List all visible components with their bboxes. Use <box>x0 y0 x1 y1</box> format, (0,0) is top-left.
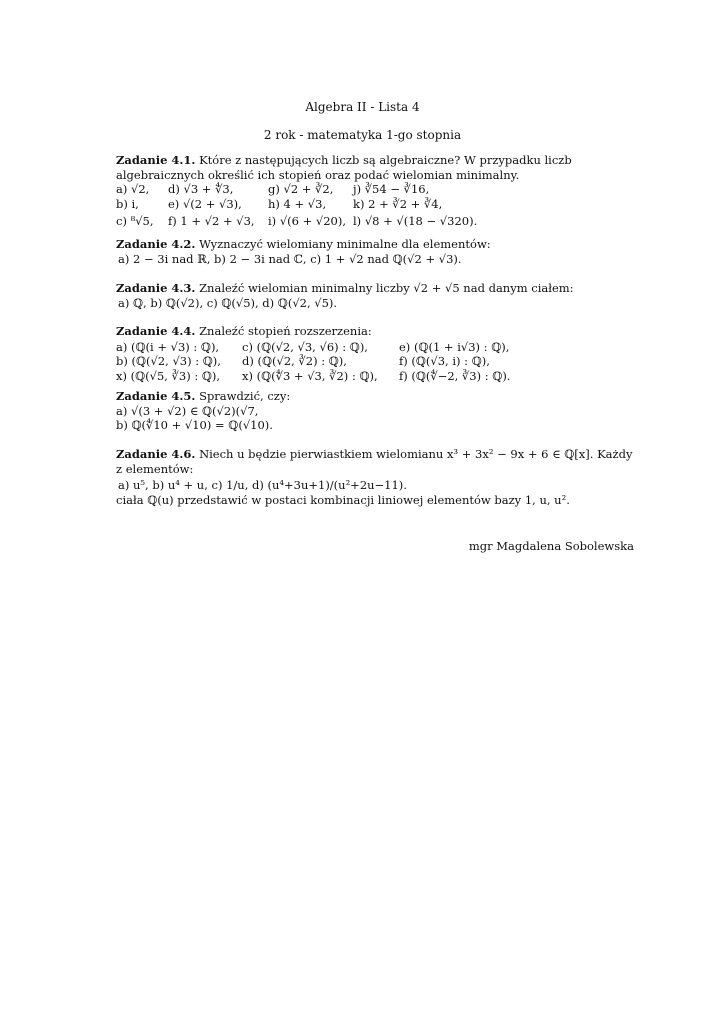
task-4-6 <box>116 447 636 507</box>
item: a) (ℚ(i + √3) : ℚ), <box>116 339 220 354</box>
task-4-1-row-3 <box>116 214 636 229</box>
task-4-2-items: a) 2 − 3i nad ℝ, b) 2 − 3i nad ℂ, c) 1 + √2 nad ℚ(√2 + √3). <box>118 251 462 266</box>
task-4-2 <box>116 237 636 266</box>
task-4-1-intro <box>116 153 636 182</box>
item: x) (ℚ(∜3 + √3, ∛2) : ℚ), <box>242 368 378 383</box>
task-text: Które z następujących liczb są algebraiczne? W przypadku liczb algebraicznych określić ich stopień oraz podać wielomian minimalny. <box>116 153 572 182</box>
item: h) 4 + √3, <box>268 196 327 211</box>
document-subtitle: 2 rok - matematyka 1-go stopnia <box>263 128 462 142</box>
task-heading: Zadanie 4.2. <box>116 237 196 251</box>
item: b) i, <box>116 196 139 211</box>
item: x) (ℚ(√5, ∛3) : ℚ), <box>116 368 221 383</box>
task-text: Niech u będzie pierwiastkiem wielomianu x³ + 3x² − 9x + 6 ∈ ℚ[x]. Każdy z elementów: <box>116 447 633 476</box>
task-text: Znaleźć wielomian minimalny liczby √2 + √5 nad danym ciałem: <box>199 281 574 295</box>
task-4-1 <box>116 153 636 229</box>
item: b) (ℚ(√2, √3) : ℚ), <box>116 354 221 368</box>
item: f) (ℚ(√3, i) : ℚ), <box>399 354 490 368</box>
item: l) √8 + √(18 − √320). <box>353 214 478 228</box>
item: i) √(6 + √20), <box>268 214 347 228</box>
item: f) (ℚ(∜−2, ∛3) : ℚ). <box>399 368 511 383</box>
task-4-5-line-a: a) √(3 + √2) ∈ ℚ(√2)(√7, <box>116 403 259 418</box>
task-text: Wyznaczyć wielomiany minimalne dla elementów: <box>199 237 491 251</box>
task-4-1-row-1 <box>116 182 636 197</box>
task-heading: Zadanie 4.1. <box>116 153 196 167</box>
item: k) 2 + ∛2 + ∛4, <box>353 196 443 211</box>
task-heading: Zadanie 4.4. <box>116 324 196 338</box>
item: d) (ℚ(√2, ∛2) : ℚ), <box>242 354 347 368</box>
task-4-4 <box>116 324 636 383</box>
task-4-3-items: a) ℚ, b) ℚ(√2), c) ℚ(√5), d) ℚ(√2, √5). <box>118 295 338 310</box>
item: e) (ℚ(1 + i√3) : ℚ), <box>399 339 510 354</box>
task-4-4-row-1 <box>116 340 636 355</box>
task-4-6-items: a) u⁵, b) u⁴ + u, c) 1/u, d) (u⁴+3u+1)/(u²+2u−11). <box>118 478 407 492</box>
item: j) ∛54 − ∛16, <box>353 182 430 196</box>
task-heading: Zadanie 4.6. <box>116 447 196 461</box>
author-signature: mgr Magdalena Sobolewska <box>468 539 634 553</box>
task-heading: Zadanie 4.3. <box>116 281 196 295</box>
task-heading: Zadanie 4.5. <box>116 389 196 403</box>
task-4-4-row-3 <box>116 369 636 384</box>
item: g) √2 + ∛2, <box>268 182 334 196</box>
item: e) √(2 + √3), <box>168 196 242 211</box>
task-4-6-footer: ciała ℚ(u) przedstawić w postaci kombinacji liniowej elementów bazy 1, u, u². <box>116 492 570 507</box>
task-text: Sprawdzić, czy: <box>199 389 291 403</box>
item: d) √3 + ∜3, <box>168 182 234 196</box>
task-4-5-line-b: b) ℚ(∜10 + √10) = ℚ(√10). <box>116 418 273 432</box>
item: c) (ℚ(√2, √3, √6) : ℚ), <box>242 339 368 354</box>
task-4-5 <box>116 389 636 433</box>
task-4-3 <box>116 281 636 310</box>
document-title: Algebra II - Lista 4 <box>305 100 420 114</box>
item: a) √2, <box>116 182 150 196</box>
task-4-4-row-2 <box>116 354 636 369</box>
task-4-1-row-2 <box>116 197 636 212</box>
task-text: Znaleźć stopień rozszerzenia: <box>199 324 372 338</box>
item: c) ⁸√5, <box>116 214 154 228</box>
item: f) 1 + √2 + √3, <box>168 214 255 228</box>
